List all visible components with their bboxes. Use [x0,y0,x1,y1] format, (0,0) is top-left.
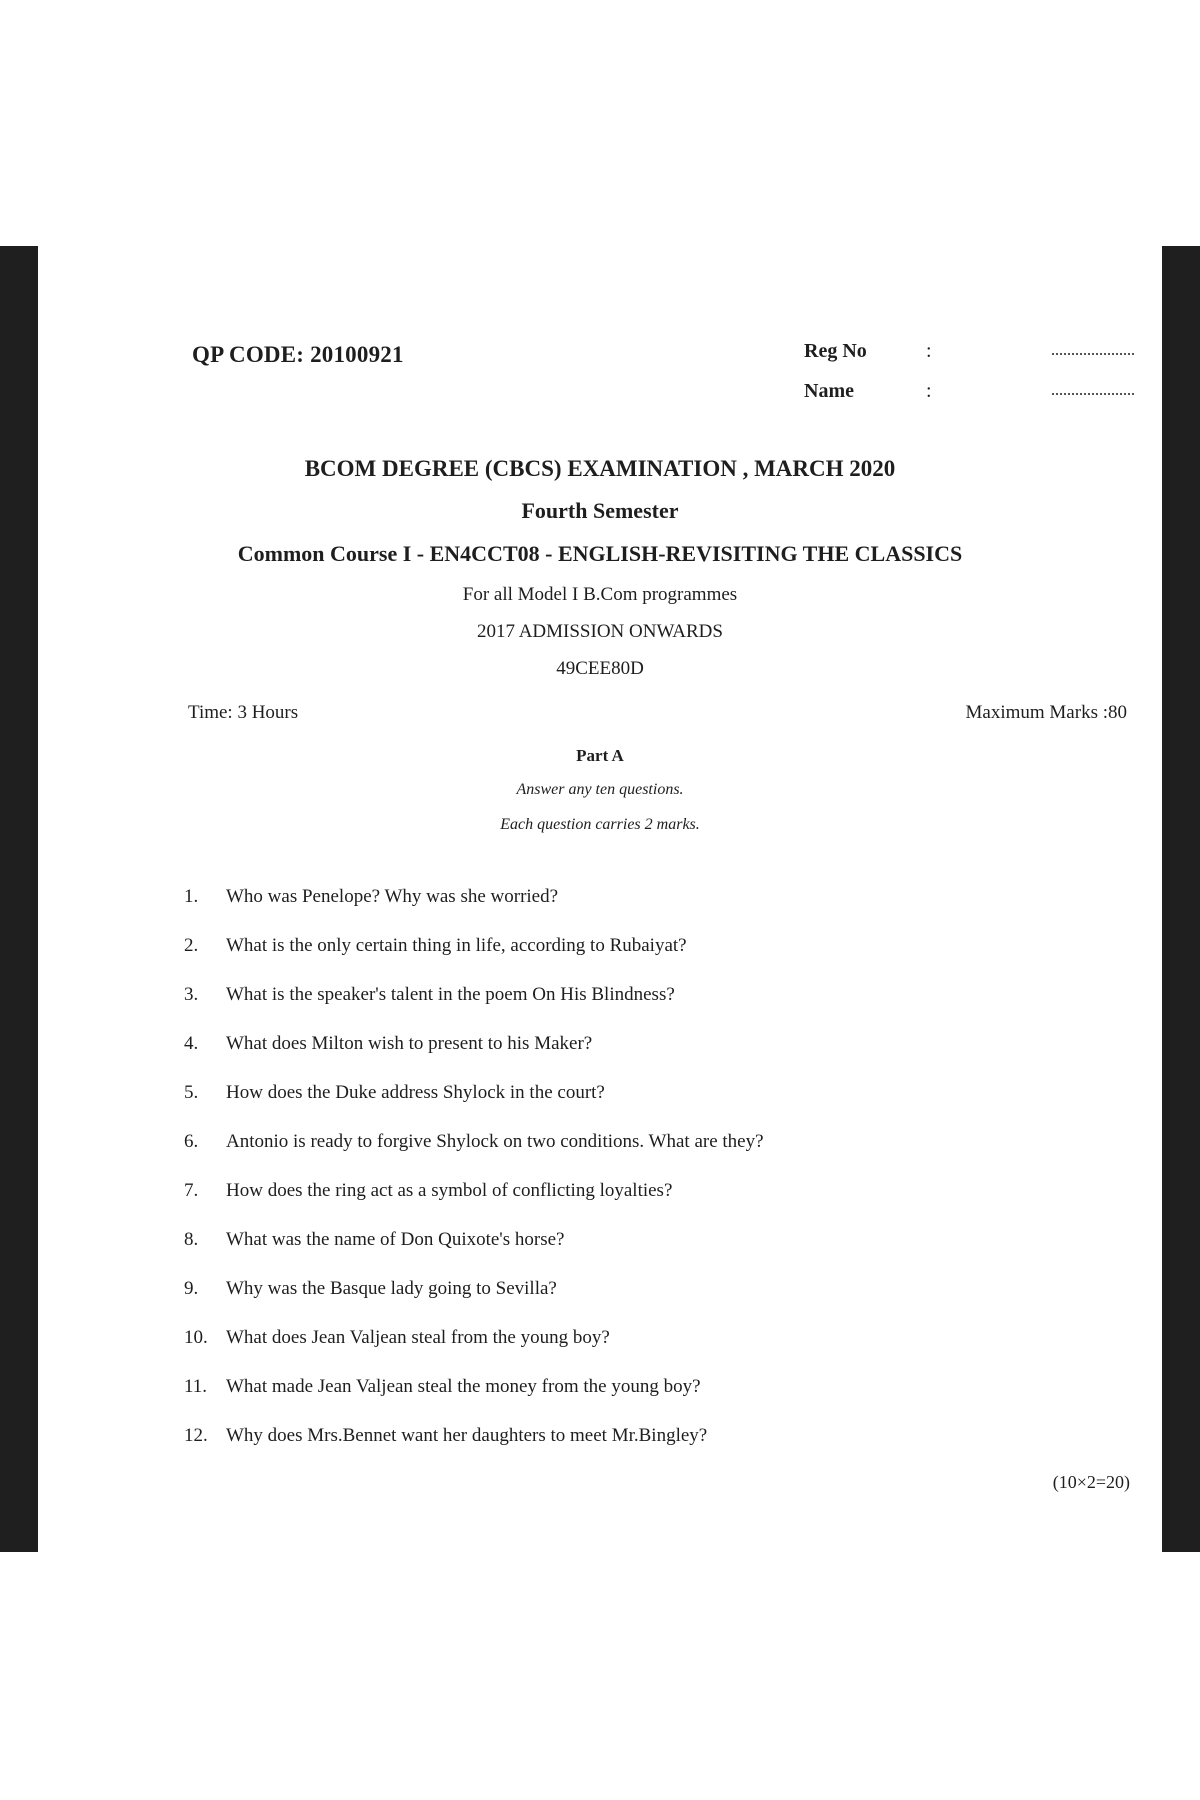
name-colon: : [926,380,932,402]
time-allowed: Time: 3 Hours [188,702,299,723]
question-number: 12. [184,1425,208,1446]
question-item [184,1033,1134,1082]
question-item [184,935,1134,984]
question-number: 5. [184,1082,199,1103]
question-text: What does Milton wish to present to his Maker? [226,1033,593,1054]
question-text: Why was the Basque lady going to Sevilla? [226,1278,557,1299]
programme-line: For all Model I B.Com programmes [462,584,738,605]
question-item [184,1376,1134,1425]
paper-code: 49CEE80D [556,658,644,679]
question-item [184,1278,1134,1327]
admission-line: 2017 ADMISSION ONWARDS [477,621,723,642]
question-text: What is the only certain thing in life, according to Rubaiyat? [226,935,687,956]
reg-no-row [804,340,1134,370]
question-number: 9. [184,1278,199,1299]
question-list [184,886,1134,1474]
course-title: Common Course I - EN4CCT08 - ENGLISH-REVISITING THE CLASSICS [237,541,963,566]
question-number: 11. [184,1376,208,1397]
question-number: 6. [184,1131,199,1152]
question-text: How does the Duke address Shylock in the court? [226,1082,605,1103]
question-text: What was the name of Don Quixote's horse? [226,1229,565,1250]
part-a-marks-formula: (10×2=20) [1052,1472,1130,1492]
name-blank [1052,393,1134,395]
question-text: What made Jean Valjean steal the money from the young boy? [226,1376,701,1397]
question-item [184,984,1134,1033]
question-number: 8. [184,1229,199,1250]
question-number: 10. [184,1327,208,1348]
maximum-marks: Maximum Marks :80 [965,702,1127,723]
name-label: Name [804,380,854,402]
part-a-instruction-count: Answer any ten questions. [516,781,684,798]
question-item [184,1082,1134,1131]
question-item [184,1180,1134,1229]
question-item [184,1425,1134,1474]
question-number: 3. [184,984,199,1005]
question-number: 1. [184,886,199,907]
question-paper [38,246,1162,1552]
question-text: How does the ring act as a symbol of conflicting loyalties? [226,1180,673,1201]
question-text: What is the speaker's talent in the poem On His Blindness? [226,984,675,1005]
question-text: Why does Mrs.Bennet want her daughters to meet Mr.Bingley? [226,1425,708,1446]
reg-no-blank [1052,353,1134,355]
question-text: What does Jean Valjean steal from the young boy? [226,1327,610,1348]
name-row [804,380,1134,410]
exam-title: BCOM DEGREE (CBCS) EXAMINATION , MARCH 2020 [304,456,896,481]
question-text: Who was Penelope? Why was she worried? [226,886,559,907]
question-text: Antonio is ready to forgive Shylock on two conditions. What are they? [226,1131,764,1152]
question-number: 7. [184,1180,199,1201]
question-item [184,1327,1134,1376]
semester: Fourth Semester [521,498,679,523]
question-number: 4. [184,1033,199,1054]
part-a-title: Part A [576,746,624,765]
qp-code: QP CODE: 20100921 [192,342,404,367]
question-item [184,1229,1134,1278]
question-item [184,886,1134,935]
reg-no-colon: : [926,340,932,362]
part-a-instruction-marks: Each question carries 2 marks. [500,816,700,833]
question-item [184,1131,1134,1180]
reg-no-label: Reg No [804,340,867,362]
question-number: 2. [184,935,199,956]
